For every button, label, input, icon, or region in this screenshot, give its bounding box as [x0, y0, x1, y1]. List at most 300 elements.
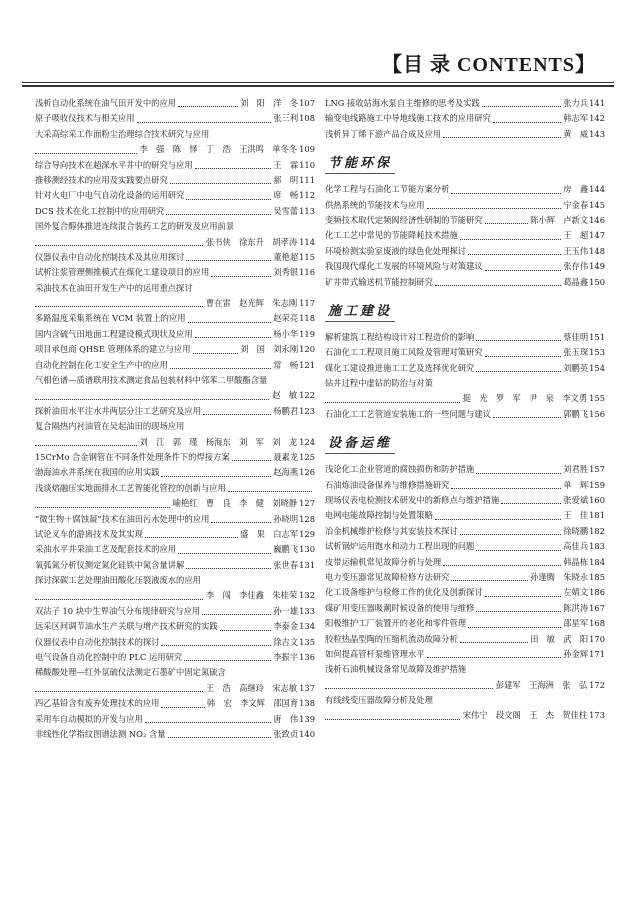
dot-leader	[186, 199, 271, 200]
toc-page: 183	[589, 541, 605, 552]
toc-page: 159	[589, 479, 605, 490]
toc-authors: 张爱斌	[563, 495, 589, 506]
toc-page: 171	[589, 648, 605, 659]
dot-leader	[35, 691, 203, 692]
toc-authors: 王 浩 高继玲 宋志敏	[205, 682, 298, 693]
toc-authors: 张世春	[273, 559, 299, 570]
dot-leader	[161, 645, 271, 646]
toc-entry	[325, 555, 605, 570]
toc-page: 120	[299, 344, 315, 355]
toc-page: 173	[589, 710, 605, 721]
toc-authors: 宋伟宁 段文阁 王 杰 贺佳柱	[462, 710, 588, 721]
toc-title: 试析锅炉运用饱水和动力工程出现的问题	[325, 541, 475, 552]
toc-title-line: 稀酸酸处理—红外氛硫仪法测定石墨矿中固定氮硫含	[35, 667, 226, 678]
dot-leader	[161, 476, 271, 477]
toc-entry	[35, 696, 315, 711]
toc-title: 胶粒热晶型陶的压缩机流动故障分析	[325, 633, 458, 644]
dot-leader	[476, 473, 561, 474]
toc-page: 125	[299, 451, 315, 462]
toc-title: 浅论化工企业管道的腐蚀损伤和防护措施	[325, 464, 475, 475]
toc-entry	[35, 650, 315, 665]
toc-title: 远采区间调节油水生产关联与增产技术研究的实践	[35, 621, 218, 632]
toc-title: 如何提高管杆泵维管理水平	[325, 648, 425, 659]
section-title: 设备运维	[325, 430, 395, 454]
toc-page: 154	[589, 362, 605, 373]
toc-page: 155	[589, 393, 605, 404]
dot-leader	[435, 519, 561, 520]
toc-title: 解析建筑工程结构设计对工程造价的影响	[325, 331, 475, 342]
dot-leader	[35, 445, 137, 446]
dot-leader	[443, 137, 561, 138]
toc-page: 136	[299, 652, 315, 663]
toc-authors: 邵星军	[563, 618, 589, 629]
toc-title: 自动化控制在化工安全生产中的应用	[35, 359, 168, 370]
toc-entry	[35, 158, 315, 173]
toc-entry	[325, 244, 605, 259]
right-column	[325, 96, 605, 724]
toc-page: 142	[589, 113, 605, 124]
toc-title: 氧弧氮分析仪测定氮化硅铁中氮含量讲解	[35, 559, 185, 570]
toc-page: 143	[589, 128, 605, 139]
dot-leader	[460, 534, 561, 535]
dot-leader	[161, 707, 204, 708]
toc-authors: 徐吉文	[273, 636, 299, 647]
toc-title: 采油水平井采油工艺及配套技术的应用	[35, 544, 177, 555]
toc-entry	[325, 539, 605, 554]
dot-leader	[427, 208, 562, 209]
toc-page: 128	[299, 513, 315, 524]
toc-page: 147	[589, 230, 605, 241]
toc-title-line: 气相色谱—质谱联用技术测定食品包装材料中邻苯二甲酸酯含量	[35, 375, 268, 386]
toc-authors: 左婧文	[563, 587, 589, 598]
dot-leader	[435, 285, 561, 286]
toc-title: 非线性化学指纹图谱法测 NO₂ 含量	[35, 729, 166, 739]
toc-title: 多路温度采集系统在 VCM 装置上的应用	[35, 313, 186, 324]
dot-leader	[195, 168, 272, 169]
toc-page: 133	[299, 605, 315, 616]
toc-entry	[325, 182, 605, 197]
toc-entry	[35, 96, 315, 111]
toc-page: 110	[299, 159, 315, 170]
dot-leader	[203, 414, 271, 415]
toc-page: 114	[299, 236, 315, 247]
dot-leader	[325, 719, 460, 720]
dot-leader	[168, 737, 272, 738]
toc-title: 皮带运输机常见故障分析与处理	[325, 556, 442, 567]
toc-page: 157	[589, 464, 605, 475]
toc-authors: 蔡佳明	[563, 331, 589, 342]
toc-entry	[325, 478, 605, 493]
toc-title-line: 浅析石油机械设备常见故障及维护措施	[325, 664, 467, 675]
toc-page: 186	[589, 587, 605, 598]
toc-entry	[325, 198, 605, 213]
toc-authors: 杨鹏君	[273, 405, 299, 416]
toc-entry	[35, 481, 315, 496]
toc-entry	[325, 127, 605, 142]
toc-entry	[325, 330, 605, 345]
toc-page: 185	[589, 571, 605, 582]
toc-title: 推移测经技术的应用及实践要点研究	[35, 174, 168, 185]
toc-page: 121	[299, 359, 315, 370]
toc-title-line: 大采高综采工作面粉尘治理综合技术研究与应用	[35, 128, 210, 139]
toc-authors: 赵 敏	[272, 390, 298, 401]
toc-page: 146	[589, 214, 605, 225]
toc-page: 140	[299, 729, 315, 739]
toc-entry	[325, 524, 605, 539]
toc-title: 石油炼油设备保养与维修措施研究	[325, 479, 450, 490]
dot-leader	[493, 417, 561, 418]
toc-page: 151	[589, 331, 605, 342]
dot-leader	[195, 337, 272, 338]
toc-title: 浅析自动化系统在油气田开发中的应用	[35, 97, 177, 108]
toc-authors: 葛晶鑫	[563, 276, 589, 287]
toc-author-line	[325, 391, 605, 406]
toc-page: 108	[299, 113, 315, 124]
toc-page: 150	[589, 276, 605, 287]
toc-title: 双沽子 10 块中生界油气分布规律研究与应用	[35, 605, 201, 616]
header-rule-top	[22, 82, 614, 83]
toc-authors: 刘君胜	[563, 464, 589, 475]
toc-page: 134	[299, 621, 315, 632]
toc-authors: 韩 宏 李文辉 邵国育	[206, 698, 299, 709]
toc-page: 170	[589, 633, 605, 644]
toc-entry	[325, 361, 605, 376]
dot-leader	[178, 553, 271, 554]
toc-page: 135	[299, 636, 315, 647]
dot-leader	[460, 642, 528, 643]
toc-authors: 李 强 陈 怿 丁 浩 王洪鸣 单冬冬	[139, 144, 298, 155]
toc-authors: 曹在雷 赵光辉 朱志刚	[205, 298, 298, 309]
toc-title: 石油化工工艺管道安装施工的一些问题与建议	[325, 408, 491, 419]
toc-title: 变频技术取代定频阀经济性研制的节能研究	[325, 214, 483, 225]
toc-header: 【目 录 CONTENTS】	[381, 54, 596, 76]
section-title: 施工建设	[325, 298, 395, 322]
toc-entry	[35, 712, 315, 727]
toc-entry	[35, 635, 315, 650]
toc-authors: 张三利	[273, 113, 299, 124]
toc-title: 原子吸收仪技术与相关应用	[35, 113, 135, 124]
dot-leader	[188, 322, 272, 323]
toc-authors: 单 辉	[563, 479, 589, 490]
toc-authors: 高佳兵	[563, 541, 589, 552]
dot-leader	[460, 239, 561, 240]
toc-title: 煤化工建设推进施工工艺及选择优化研究	[325, 362, 475, 373]
toc-page: 116	[299, 267, 315, 278]
toc-entry	[35, 250, 315, 265]
toc-authors: 郝 明	[273, 174, 299, 185]
toc-authors: 杨小华	[273, 328, 299, 339]
dot-leader	[35, 153, 137, 154]
toc-title-line: 复合隔热内衬油管在吴起油田的现场应用	[35, 421, 185, 432]
toc-entry	[35, 265, 315, 280]
dot-leader	[193, 353, 239, 354]
toc-entry	[35, 358, 315, 373]
toc-entry	[35, 342, 315, 357]
toc-entry	[35, 173, 315, 188]
dot-leader	[211, 276, 271, 277]
toc-page: 132	[299, 590, 315, 601]
toc-title: 综合导向技术在超深水平井中的研究与应用	[35, 159, 193, 170]
section-heading	[325, 142, 605, 182]
toc-entry	[325, 585, 605, 600]
toc-authors: 董艳超	[273, 251, 299, 262]
toc-page: 137	[299, 682, 315, 693]
toc-entry	[35, 327, 315, 342]
toc-entry	[35, 188, 315, 203]
dot-leader	[476, 340, 561, 341]
dot-leader	[427, 657, 562, 658]
toc-title: 煤矿用变压器吸潮时候设备的使用与维修	[325, 602, 475, 613]
dot-leader	[468, 627, 561, 628]
toc-entry	[325, 647, 605, 662]
toc-authors: 刘 江 郭 瑾 杨海东 刘 军 刘 龙	[139, 436, 298, 447]
toc-authors: 孙金辉	[563, 648, 589, 659]
dot-leader	[145, 722, 271, 723]
toc-page: 130	[299, 544, 315, 555]
toc-page: 112	[299, 190, 315, 201]
toc-authors: 刘秀银	[273, 267, 299, 278]
toc-authors: 宁金春	[563, 199, 589, 210]
dot-leader	[493, 122, 561, 123]
toc-entry	[325, 111, 605, 126]
toc-title: 冶金机械维护检修与其安装技术探讨	[325, 525, 458, 536]
toc-authors: 孙逢腾 朱晓永	[530, 571, 589, 582]
toc-authors: 韩志军	[563, 113, 589, 124]
toc-entry	[35, 727, 315, 742]
dot-leader	[468, 254, 561, 255]
toc-title: 探析油田水平注水井两层分注工艺研究及应用	[35, 405, 201, 416]
toc-authors: 张书侠 徐东升 胡孝涛	[205, 236, 298, 247]
toc-entry	[35, 527, 315, 542]
dot-leader	[325, 688, 493, 689]
dot-leader	[451, 580, 528, 581]
toc-entry	[325, 601, 605, 616]
toc-title: 环境检测实验室废液的绿色化处理探讨	[325, 245, 467, 256]
dot-leader	[485, 270, 562, 271]
toc-title: 浅析异丁烯下游产品合成及应用	[325, 128, 442, 139]
toc-authors: 张力兵	[563, 97, 589, 108]
toc-authors: 孙一雄	[273, 605, 299, 616]
toc-page: 167	[589, 602, 605, 613]
dot-leader	[184, 660, 271, 661]
section-heading	[325, 422, 605, 462]
toc-page: 113	[299, 205, 315, 216]
toc-authors: 王 佳	[563, 510, 589, 521]
toc-author-line	[35, 435, 315, 450]
toc-entry	[35, 604, 315, 619]
toc-entry	[325, 275, 605, 290]
header-rule-bottom	[22, 85, 614, 87]
toc-page: 149	[589, 261, 605, 272]
toc-authors: 刘鹏英	[563, 362, 589, 373]
toc-authors: 张存伟	[563, 261, 589, 272]
dot-leader	[178, 106, 238, 107]
dot-leader	[482, 106, 561, 107]
dot-leader	[476, 611, 561, 612]
toc-page: 181	[589, 510, 605, 521]
toc-author-line	[325, 709, 605, 724]
dot-leader	[443, 565, 561, 566]
toc-page: 139	[299, 713, 315, 724]
toc-authors: 聂素龙	[273, 451, 299, 462]
toc-authors: 韩晶栋	[563, 556, 589, 567]
toc-entry	[35, 204, 315, 219]
toc-title-line: 有线线变压器故障分析及处理	[325, 695, 433, 706]
dot-leader	[35, 599, 203, 600]
toc-title: 阳极维护工厂装置开的老化和零件管理	[325, 618, 467, 629]
toc-title: 浅谈熔融压实地面排水工艺智能化管控的创新与应用	[35, 482, 226, 493]
toc-authors: 张玉琛	[563, 347, 589, 358]
toc-authors: 郭鹏飞	[563, 408, 589, 419]
dot-leader	[166, 214, 271, 215]
toc-authors: 赵荣亮	[273, 313, 299, 324]
toc-title: 试析注浆管理侧推模式在煤化工建设项目的应用	[35, 267, 210, 278]
dot-leader	[186, 260, 271, 261]
toc-title: “微生物＋腐蚀凝”技术在油田污水处理中的应用	[35, 513, 210, 524]
toc-entry	[325, 96, 605, 111]
toc-author-line	[35, 296, 315, 311]
toc-title: 15CrMo 合金钢管在不同条件处理条件下的焊接方案	[35, 451, 230, 462]
toc-title-line: 探讨深碳工艺处理油田酸化压裂液废水的应用	[35, 575, 201, 586]
toc-title: 针对火电厂中电气自动化设备的运用研究	[35, 190, 185, 201]
toc-authors: 陈小辉 卢新文	[530, 214, 589, 225]
toc-entry	[35, 404, 315, 419]
toc-page: 107	[299, 97, 315, 108]
dot-leader	[35, 245, 203, 246]
toc-title: 矿井带式输送机节能控制研究	[325, 276, 433, 287]
dot-leader	[170, 368, 271, 369]
toc-authors: 徐晓鹏	[563, 525, 589, 536]
toc-page: 109	[299, 144, 315, 155]
dot-leader	[451, 193, 561, 194]
dot-leader	[501, 503, 561, 504]
toc-entry	[325, 493, 605, 508]
toc-title: 化工工艺中常见的节能降耗技术措施	[325, 230, 458, 241]
toc-authors: 喻艳红 曹 良 李 健 刘晓静	[172, 498, 298, 509]
toc-authors: 赵海燕	[273, 467, 299, 478]
toc-page: 111	[299, 174, 315, 185]
toc-authors: 席 畅	[273, 190, 299, 201]
toc-title: 输变电线路施工中导地线施工技术的应用研究	[325, 113, 491, 124]
toc-author-line	[35, 235, 315, 250]
toc-authors: 王 霖	[273, 159, 299, 170]
toc-entry	[35, 512, 315, 527]
toc-page: 156	[589, 408, 605, 419]
toc-page: 122	[299, 390, 315, 401]
toc-title: DCS 技术在化工控制中的应用研究	[35, 205, 165, 216]
toc-page: 123	[299, 405, 315, 416]
dot-leader	[485, 596, 562, 597]
toc-authors: 巍鹏飞	[273, 544, 299, 555]
toc-page: 184	[589, 556, 605, 567]
toc-author-line	[35, 496, 315, 511]
toc-authors: 唐 伟	[273, 713, 299, 724]
toc-title: LNG 接收站海水泵自主维修的思考及实践	[325, 97, 480, 108]
toc-entry	[325, 407, 605, 422]
toc-authors: 王 超	[563, 230, 589, 241]
toc-author-line	[35, 388, 315, 403]
toc-entry	[325, 213, 605, 228]
toc-authors: 盛 果 白志军	[240, 528, 299, 539]
toc-authors: 李振宇	[273, 652, 299, 663]
dot-leader	[220, 630, 272, 631]
toc-authors: 孙晓明	[273, 513, 299, 524]
toc-title-line: 国外复合醇体推进连续混合装药工艺的研发及应用前景	[35, 221, 235, 232]
toc-page: 182	[589, 525, 605, 536]
dot-leader	[186, 568, 271, 569]
toc-title: 国内含硫气田地面工程建设模式现状及应用	[35, 328, 193, 339]
toc-title: 仪器仪表中自动化控制技术的探讨	[35, 636, 160, 647]
left-column	[35, 96, 315, 742]
toc-title: 采用车自动模拟的开发与应用	[35, 713, 143, 724]
toc-title: 石油化工工程项目施工风险及管理对策研究	[325, 347, 483, 358]
toc-authors: 李 闯 李佳鑫 朱桂荣	[205, 590, 298, 601]
toc-page: 141	[589, 97, 605, 108]
toc-page: 148	[589, 245, 605, 256]
toc-title: 化学工程与石油化工节能方案分析	[325, 184, 450, 195]
toc-page: 138	[299, 698, 315, 709]
toc-author-line	[35, 142, 315, 157]
toc-page: 168	[589, 618, 605, 629]
toc-title: 供热系统的节能技术与应用	[325, 199, 425, 210]
toc-title: 电气设备自动化控制中的 PLC 运用研究	[35, 652, 183, 663]
toc-page: 117	[299, 298, 315, 309]
toc-page: 172	[589, 679, 605, 690]
toc-authors: 刘 阳 洋 冬	[240, 97, 299, 108]
toc-entry	[325, 259, 605, 274]
dot-leader	[232, 460, 272, 461]
toc-title: 四乙基铅含有废弃处理技术的应用	[35, 698, 160, 709]
toc-authors: 房 鑫	[563, 184, 589, 195]
toc-title-line: 采油技术在油田开发生产中的运用重点探讨	[35, 282, 193, 293]
toc-entry	[325, 228, 605, 243]
toc-author-line	[35, 589, 315, 604]
toc-page: 153	[589, 347, 605, 358]
toc-entry	[35, 542, 315, 557]
toc-authors: 李泰金	[273, 621, 299, 632]
toc-title: 试论叉车的游离技术及其实现	[35, 528, 143, 539]
dot-leader	[137, 122, 272, 123]
toc-page: 119	[299, 328, 315, 339]
toc-entry	[325, 508, 605, 523]
dot-leader	[202, 614, 271, 615]
toc-entry	[35, 311, 315, 326]
toc-page: 126	[299, 467, 315, 478]
toc-authors: 陈洪涛	[563, 602, 589, 613]
toc-page: 160	[589, 495, 605, 506]
toc-page: 129	[299, 528, 315, 539]
dot-leader	[485, 356, 562, 357]
toc-entry	[35, 619, 315, 634]
dot-leader	[228, 491, 312, 492]
toc-entry	[35, 450, 315, 465]
toc-authors: 王玉伟	[563, 245, 589, 256]
toc-title: 我国现代煤化工发展的环境风险与对策建议	[325, 261, 483, 272]
dot-leader	[35, 399, 269, 400]
toc-title: 电力变压器常见故障检修方法研究	[325, 571, 450, 582]
dot-leader	[145, 537, 238, 538]
toc-authors: 张致贞	[273, 729, 299, 739]
toc-authors: 田 敏 武 阳	[530, 633, 589, 644]
toc-page: 118	[299, 313, 315, 324]
toc-page: 144	[589, 184, 605, 195]
toc-page: 127	[299, 498, 315, 509]
toc-authors: 黄 威	[563, 128, 589, 139]
dot-leader	[476, 371, 561, 372]
toc-authors: 吴雪蕾	[273, 205, 299, 216]
toc-authors: 彭建军 王海洲 张 弘	[495, 679, 588, 690]
toc-entry	[325, 632, 605, 647]
